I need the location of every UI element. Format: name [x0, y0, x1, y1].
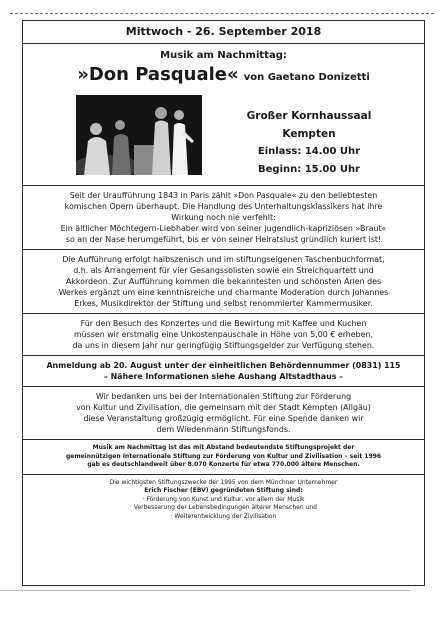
- section-divider: [23, 313, 424, 314]
- purpose-line: Erich Fischer (EBV) gegründeten Stiftung sind:: [144, 487, 303, 494]
- cost-line: da uns in diesem Jahr nur geringfügig Stiftungsgelder zur Verfügung stehen.: [72, 341, 375, 350]
- opera-title: »Don Pasquale«: [77, 64, 239, 85]
- purpose-line: Die wichtigsten Stiftungszwecke der 1995 von dem Münchner Unternehmer: [109, 478, 338, 486]
- performance-line: Akkordeon. Zur Aufführung kommen die bekanntesten und schönsten Arien des: [65, 277, 382, 286]
- foundation-line: Musik am Nachmittag ist das mit Abstand bedeutendste Stiftungsprojekt der: [92, 444, 355, 451]
- intro-line: Ein ältlicher Möchtegern-Liebhaber wird von seiner jugendlich-kapriziösen »Braut«: [60, 224, 387, 233]
- performance-line: d.h. als Arrangement für vier Gesangssolisten sowie ein Streichquartett und: [73, 266, 374, 275]
- composer-name: von Gaetano Donizetti: [243, 72, 370, 83]
- purpose-bullet: · Weiterentwicklung der Zivilisation: [170, 512, 277, 520]
- section-divider: [23, 249, 424, 250]
- foundation-note: [23, 444, 424, 470]
- event-kicker: Musik am Nachmittag:: [160, 50, 287, 61]
- thanks-line: diese Veranstaltung großzügig ermöglicht. Für eine Spende danken wir: [83, 414, 364, 423]
- thanks-line: Wir bedanken uns bei der Internationalen Stiftung zur Förderung: [95, 392, 352, 401]
- start-time: Beginn: 15.00 Uhr: [258, 164, 360, 175]
- purpose-bullet: · Förderung von Kunst und Kultur, vor allem der Musik: [142, 495, 305, 503]
- section-divider: [23, 355, 424, 356]
- thanks-line: von Kultur und Zivilisation, die gemeinsam mit der Stadt Kempten (Allgäu): [76, 403, 371, 412]
- intro-line: komischen Opern überhaupt. Die Handlung des Unterhaltungsklassikers hat ihre: [64, 202, 383, 211]
- event-headline: [23, 64, 424, 89]
- registration-line: Anmeldung ab 20. August unter der einheitlichen Behördennummer (0831) 115: [46, 361, 401, 370]
- date-header: Mittwoch - 26. September 2018: [23, 21, 424, 44]
- section-divider: [23, 474, 424, 475]
- event-hero: [23, 95, 424, 181]
- performance-photo: [76, 95, 202, 175]
- intro-paragraph: [23, 190, 424, 245]
- newspaper-page: [22, 20, 425, 586]
- top-divider: [10, 13, 434, 14]
- thanks-line: dem Wiedenmann Stiftungsfonds.: [156, 425, 291, 434]
- foundation-line: gemeinnützigen Internationale Stiftung zur Förderung von Kultur und Zivilisation – seit 1996: [66, 452, 381, 460]
- venue-name: Großer Kornhaussaal Kempten: [246, 110, 372, 140]
- registration-info: [23, 360, 424, 382]
- intro-line: Seit der Uraufführung 1843 in Paris zählt »Don Pasquale« zu den beliebtesten: [69, 191, 378, 200]
- registration-line: – Nähere Informationen siehe Aushang Altstadthaus –: [103, 372, 344, 381]
- intro-line: Wirkung noch nie verfehlt:: [171, 213, 276, 222]
- section-divider: [23, 439, 424, 440]
- venue-block: [219, 107, 399, 179]
- cost-line: müssen wir erstmalig eine Unkostenpauschale in Höhe von 5,00 € erheben,: [73, 330, 374, 339]
- section-divider: [23, 386, 424, 387]
- performance-paragraph: [23, 254, 424, 309]
- bottom-divider: [0, 590, 410, 591]
- cost-line: Für den Besuch des Konzertes und die Bewirtung mit Kaffee und Kuchen: [80, 319, 367, 328]
- foundation-purposes: [23, 479, 424, 522]
- performance-line: Erkes, Musikdirektor der Stiftung und selbst renommierter Kammermusiker.: [74, 299, 373, 308]
- performance-line: Die Aufführung erfolgt halbszenisch und im stiftungseigenen Taschenbuchformat,: [62, 255, 385, 264]
- thanks-paragraph: [23, 391, 424, 435]
- section-divider: [23, 185, 424, 186]
- performance-line: Werkes ergänzt um eine kenntnisreiche und charmante Moderation durch Johannes: [58, 288, 389, 297]
- purpose-bullet: · Verbesserung der Lebensbedingungen älterer Menschen und: [130, 504, 317, 511]
- intro-line: so an der Nase herumgeführt, bis er von seiner Heiratslust gründlich kuriert ist!: [65, 235, 382, 244]
- cost-paragraph: [23, 318, 424, 351]
- admission-time: Einlass: 14.00 Uhr: [257, 146, 361, 157]
- foundation-line: gab es deutschlandweit über 8.070 Konzerte für etwa 770.000 ältere Menschen.: [87, 461, 360, 468]
